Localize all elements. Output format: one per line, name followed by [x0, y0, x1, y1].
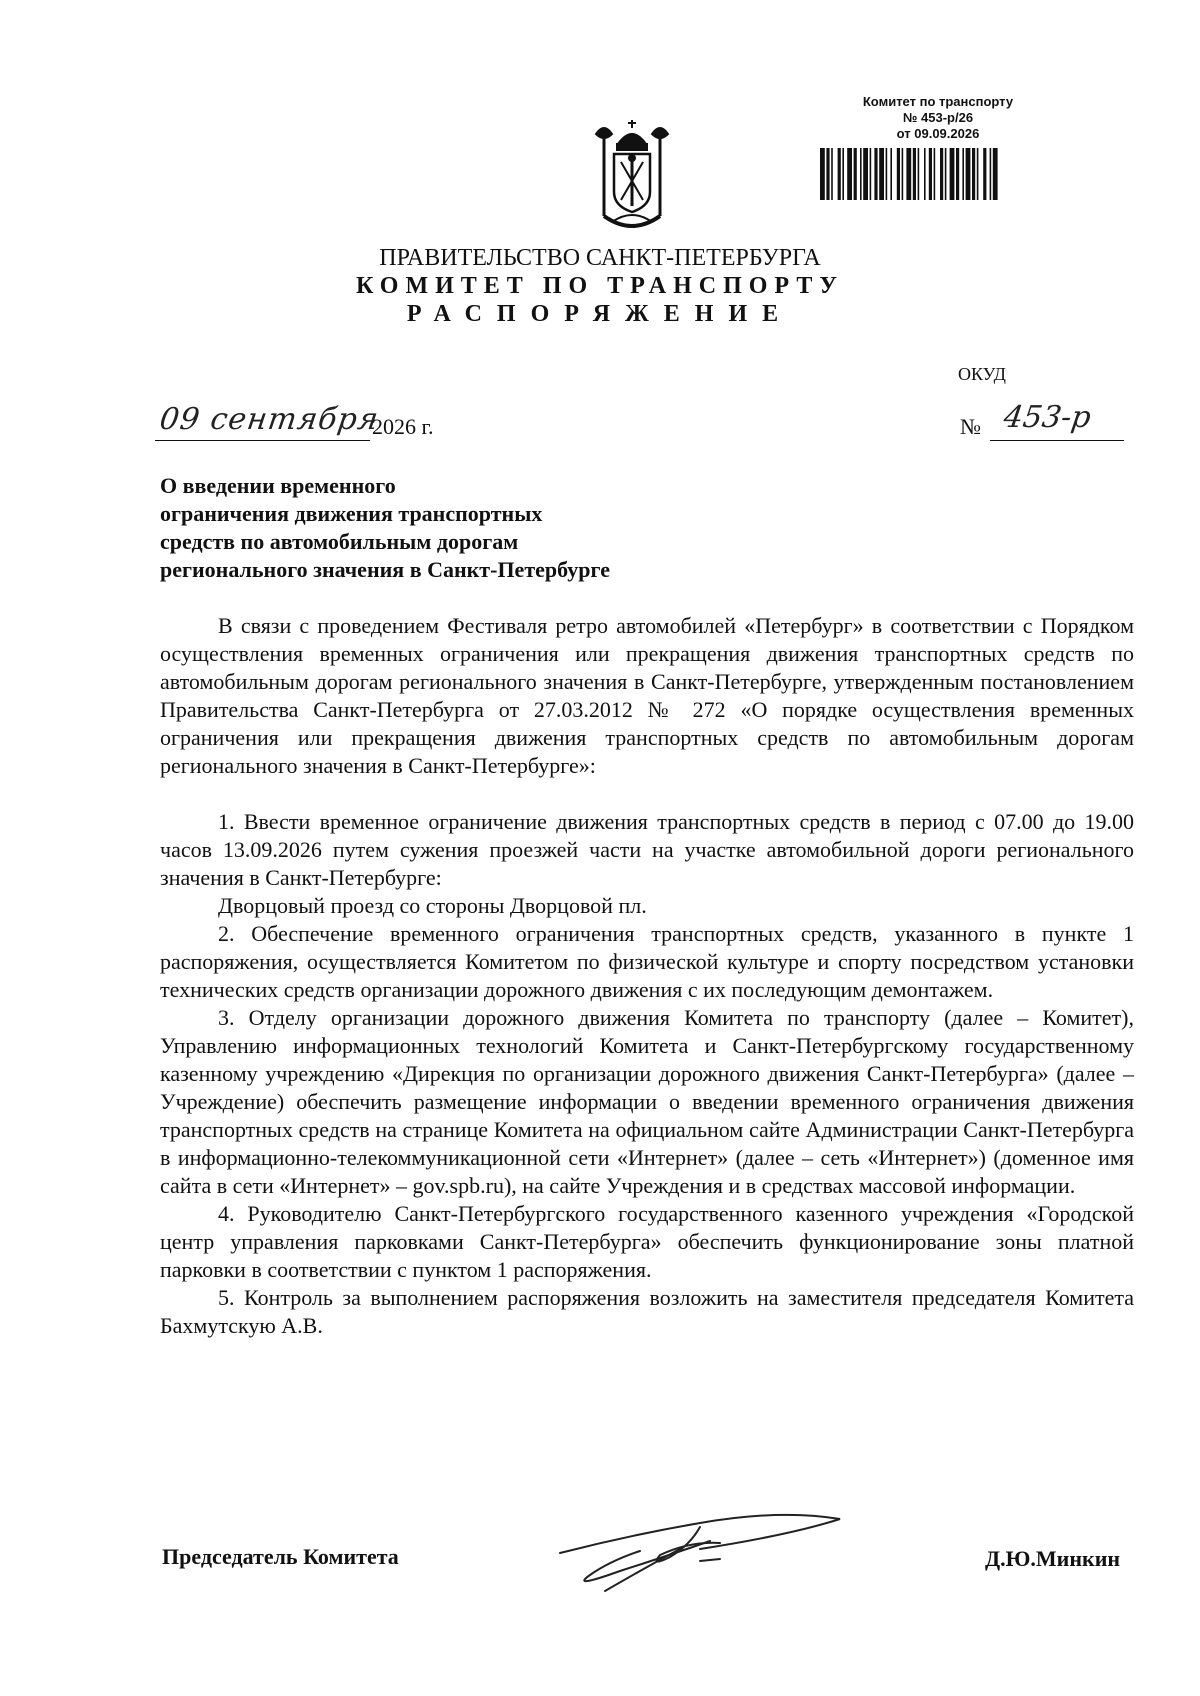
handwritten-signature: [550, 1505, 850, 1595]
registration-number: № 453-р/26: [902, 110, 974, 125]
preamble-paragraph: В связи с проведением Фестиваля ретро автомобилей «Петербург» в соответствии с Порядком осуществления временных ограничения или прекращения движения транспортных средств по автомобильным дорогам регионального значения в Санкт-Петербурге, утвержденным постановлением Правительства Санкт-Петербурга от 27.03.2012 № 272 «О порядке осуществления временных ограничения или прекращения движения транспортных средств по автомобильным дорогам регионального значения в Санкт-Петербурге»:: [160, 613, 1134, 778]
item-paragraph-1: 1. Ввести временное ограничение движения транспортных средств в период с 07.00 до 19.00 часов 13.09.2026 путем сужения проезжей части на участке автомобильной дороги регионального значения в Санкт-Петербурге:: [160, 809, 1134, 890]
subject-line: средств по автомобильным дорогам: [160, 529, 519, 554]
okud-label: ОКУД: [958, 364, 1006, 384]
registration-date: от 09.09.2026: [896, 126, 980, 141]
subject-line: О введении временного: [160, 473, 396, 498]
saint-petersburg-coat-of-arms-icon: [582, 118, 682, 236]
document-body: [160, 612, 1134, 1340]
barcode: [820, 148, 1108, 200]
handwritten-date: 09 сентября: [157, 402, 382, 437]
signatory-name: Д.Ю.Минкин: [985, 1546, 1121, 1571]
item-paragraph-2: 2. Обеспечение временного ограничения транспортных средств, указанного в пункте 1 распоряжения, осуществляется Комитетом по физической культуре и спорту посредством установки технических средств организации дорожного движения с их последующим демонтажем.: [160, 921, 1134, 1002]
item-paragraph-4: 4. Руководителю Санкт-Петербургского государственного казенного учреждения «Городской центр управления парковками Санкт-Петербурга» обеспечить функционирование зоны платной парковки в соответствии с пунктом 1 распоряжения.: [160, 1201, 1134, 1282]
date-underline: [155, 440, 370, 441]
document-type-heading: РАСПОРЯЖЕНИЕ: [406, 301, 794, 327]
subject-line: регионального значения в Санкт-Петербурге: [160, 557, 610, 582]
document-subject: [160, 472, 720, 584]
signatory-title: Председатель Комитета: [162, 1544, 399, 1569]
registration-org: Комитет по транспорту: [862, 94, 1014, 109]
item-paragraph-3: 3. Отделу организации дорожного движения Комитета по транспорту (далее – Комитет), Управлению информационных технологий Комитета и Санкт-Петербургскому государственному казенному учреждению «Дирекция по организации дорожного движения Санкт-Петербурга» (далее – Учреждение) обеспечить размещение информации о введении временного ограничения движения транспортных средств на странице Комитета на официальном сайте Администрации Санкт-Петербурга в информационно-телекоммуникационной сети «Интернет» (далее – сеть «Интернет») (доменное имя сайта в сети «Интернет» – gov.spb.ru), на сайте Учреждения и в средствах массовой информации.: [160, 1005, 1134, 1198]
number-underline: [990, 440, 1124, 441]
item-paragraph-1-location: Дворцовый проезд со стороны Дворцовой пл.: [218, 893, 647, 918]
government-heading: ПРАВИТЕЛЬСТВО САНКТ-ПЕТЕРБУРГА: [379, 245, 821, 271]
committee-heading: КОМИТЕТ ПО ТРАНСПОРТУ: [356, 273, 844, 299]
number-sign: №: [960, 414, 981, 439]
item-paragraph-5: 5. Контроль за выполнением распоряжения возложить на заместителя председателя Комитета Бахмутскую А.В.: [160, 1285, 1134, 1338]
date-year: 2026 г.: [372, 414, 434, 439]
handwritten-number: 453-р: [1001, 400, 1094, 435]
subject-line: ограничения движения транспортных: [160, 501, 543, 526]
